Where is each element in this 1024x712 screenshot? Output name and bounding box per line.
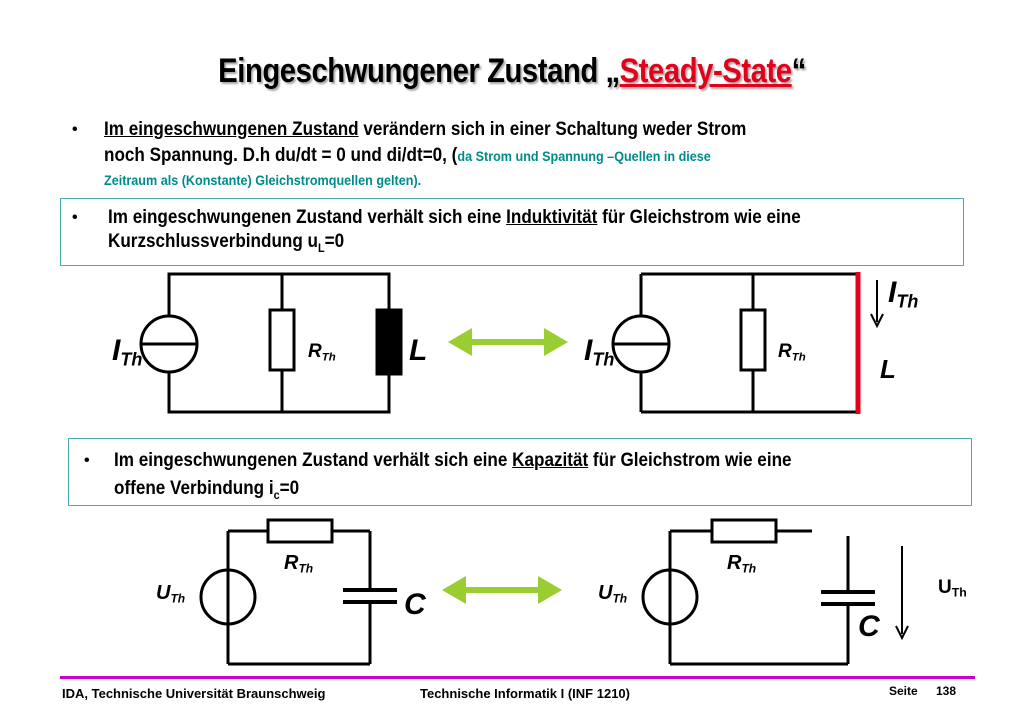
circuit-top-right bbox=[613, 274, 858, 412]
resistor-label: $R_{Th}$ bbox=[284, 552, 314, 576]
bullet-marker: • bbox=[72, 121, 78, 138]
title-suffix: “ bbox=[791, 52, 806, 90]
inductor-icon bbox=[377, 310, 401, 374]
source-label: $I_{Th}$ bbox=[584, 334, 615, 370]
inductor-label: L bbox=[880, 354, 896, 384]
bullet-marker: • bbox=[84, 452, 90, 469]
current-arrow-icon bbox=[871, 280, 883, 326]
resistor-icon bbox=[268, 520, 332, 542]
circuit-bottom-left bbox=[201, 520, 397, 664]
resistor-label: $R_{Th}$ bbox=[778, 341, 806, 364]
title-prefix: Eingeschwungener Zustand „ bbox=[218, 52, 620, 90]
equivalence-arrow-bottom bbox=[442, 576, 562, 604]
bullet-3-line2: offene Verbindung i bbox=[114, 478, 274, 499]
title-highlight: Steady-State bbox=[619, 52, 792, 90]
circuit-bottom-right bbox=[643, 520, 875, 664]
source-label: $I_{Th}$ bbox=[112, 334, 143, 370]
resistor-icon bbox=[712, 520, 776, 542]
resistor-icon bbox=[741, 310, 765, 370]
resistor-label: $R_{Th}$ bbox=[727, 552, 757, 576]
bullet-2-line2-end: =0 bbox=[324, 231, 345, 252]
voltage-arrow-icon bbox=[896, 546, 908, 638]
current-label: $I_{Th}$ bbox=[888, 276, 919, 312]
bullet-2-text-a: Im eingeschwungenen Zustand verhält sich eine bbox=[108, 207, 507, 228]
bullet-2-underlined: Induktivität bbox=[506, 207, 598, 228]
inductor-label: L bbox=[409, 334, 428, 367]
footer-divider bbox=[60, 676, 975, 679]
bullet-1-note: da Strom und Spannung –Quellen in diese bbox=[457, 148, 711, 164]
capacitor-label: C bbox=[858, 610, 880, 643]
capacitor-label: C bbox=[404, 588, 426, 621]
bullet-3-underlined: Kapazität bbox=[512, 450, 589, 471]
equivalence-arrow-top bbox=[448, 328, 568, 356]
bullet-1-underlined: Im eingeschwungenen Zustand bbox=[104, 119, 359, 140]
footer-page-number: 138 bbox=[936, 684, 957, 698]
bullet-1-note-line3: Zeitraum als (Konstante) Gleichstromquellen gelten). bbox=[104, 172, 422, 188]
bullet-3-text-a: Im eingeschwungenen Zustand verhält sich eine bbox=[114, 450, 513, 471]
bullet-3-sub: c bbox=[273, 487, 280, 502]
resistor-icon bbox=[270, 310, 294, 370]
circuit-top-left bbox=[141, 274, 401, 412]
footer-page-label: Seite bbox=[889, 684, 918, 698]
footer-course: Technische Informatik I (INF 1210) bbox=[420, 686, 630, 701]
source-label: $U_{Th}$ bbox=[156, 582, 186, 606]
bullet-3-line2-end: =0 bbox=[279, 478, 300, 499]
bullet-marker: • bbox=[72, 209, 78, 226]
source-label: $U_{Th}$ bbox=[598, 582, 628, 606]
bullet-2-sub: L bbox=[317, 240, 325, 255]
bullet-2-text-b: für Gleichstrom wie eine bbox=[597, 207, 801, 228]
bullet-1-text: verändern sich in einer Schaltung weder Strom bbox=[358, 119, 747, 140]
bullet-2-line2: Kurzschlussverbindung u bbox=[108, 231, 318, 252]
voltage-label: $U_{Th}$ bbox=[938, 577, 967, 600]
bullet-3-text-b: für Gleichstrom wie eine bbox=[588, 450, 792, 471]
footer-institution: IDA, Technische Universität Braunschweig bbox=[62, 686, 326, 701]
bullet-1-line2: noch Spannung. D.h du/dt = 0 und di/dt=0, ( bbox=[104, 145, 458, 166]
resistor-label: $R_{Th}$ bbox=[308, 341, 336, 364]
